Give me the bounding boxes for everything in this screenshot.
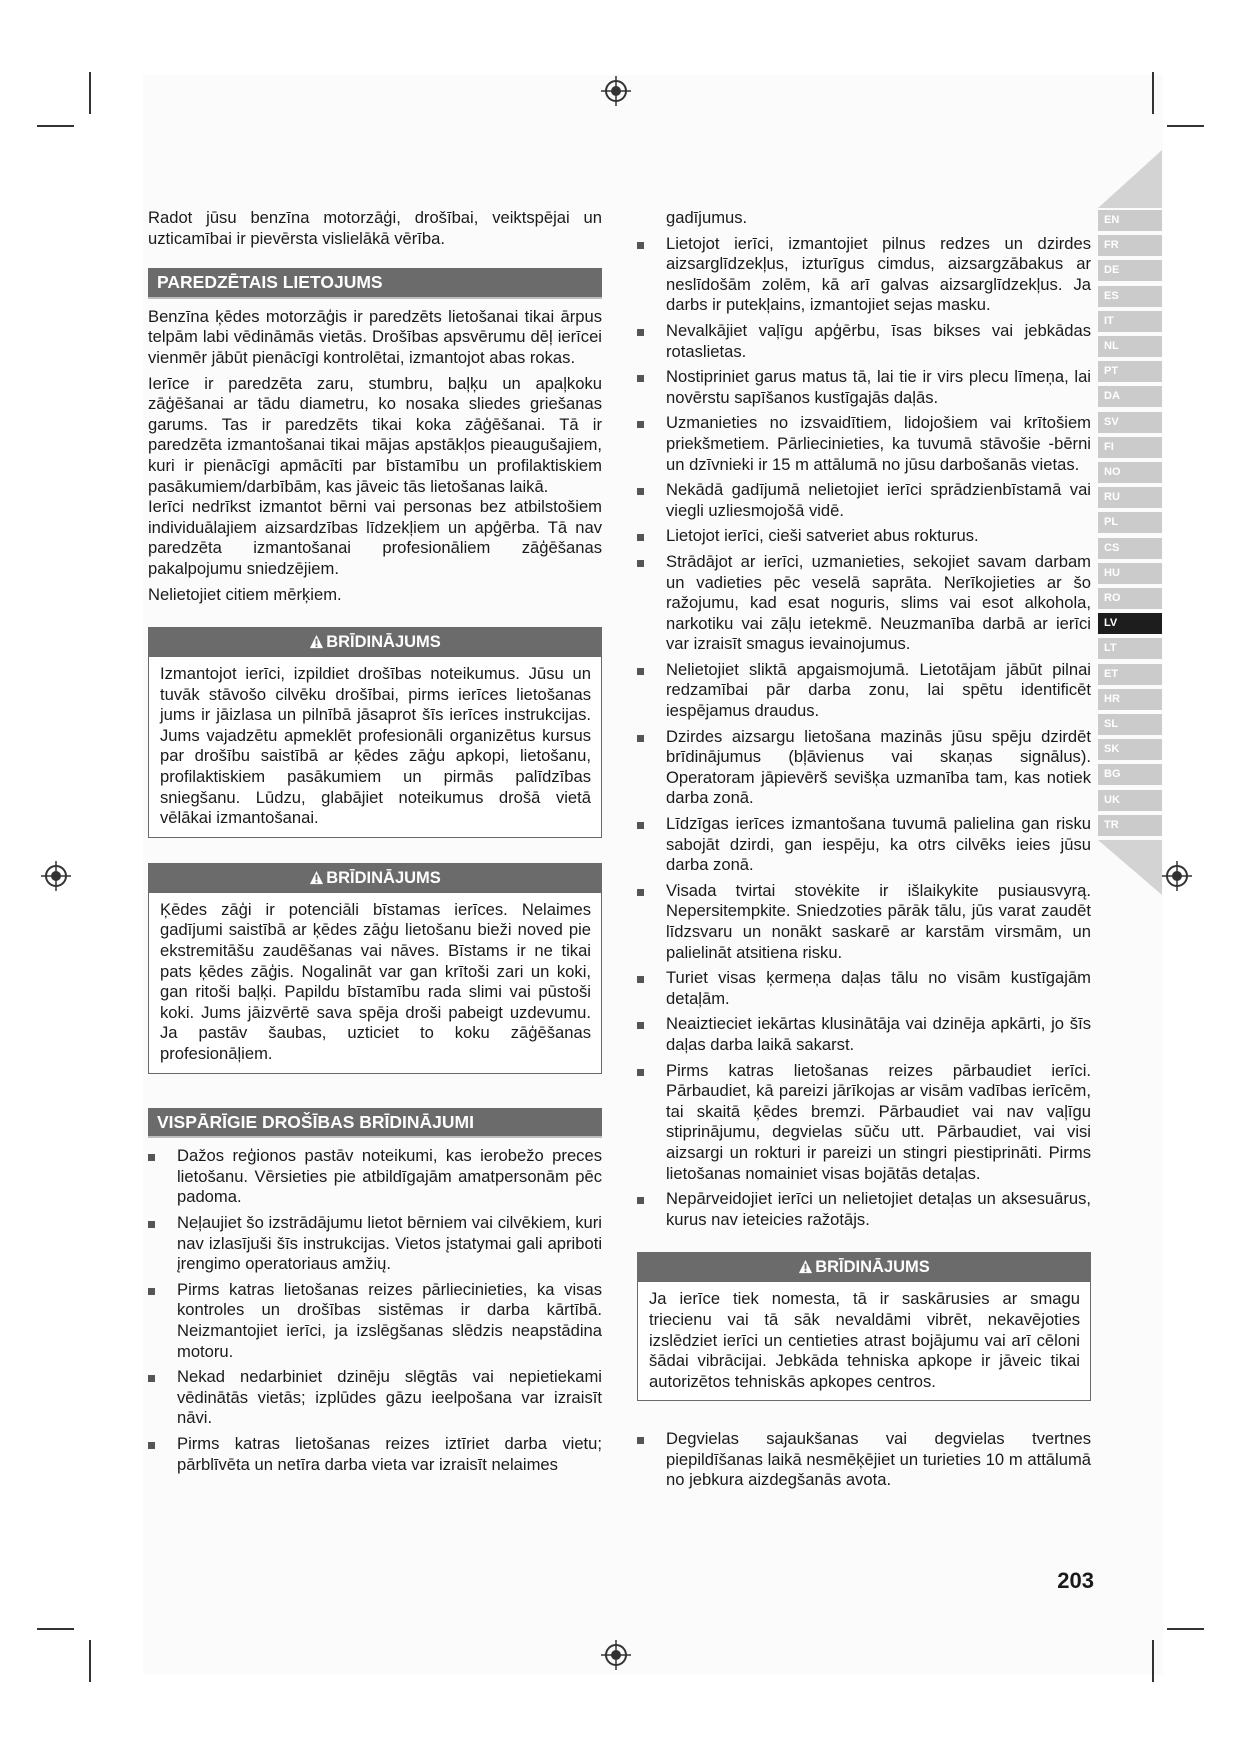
language-tab-fr[interactable]: FR	[1098, 235, 1162, 256]
crop-mark	[1152, 1640, 1154, 1682]
warning-title	[638, 1253, 1090, 1282]
crop-mark	[37, 1628, 74, 1630]
warning-text: Izmantojot ierīci, izpildiet drošības noteikumus. Jūsu un tuvāk stāvošo cilvēku drošībai, pirms ierīces lietošanas jums ir jāizlasa un pilnībā jāsaprot šīs ierīces instrukcijas. Jums vajadzētu apmeklēt profesionāli organizētus kursus par drošību saistībā ar ķēdes zāģu apkopi, lietošanu, profilaktiskiem pasākumiem un pirmās palīdzības sniegšanu. Lūdzu, glabājiet noteikumus drošā vietā vēlākai izmantošanai.	[160, 664, 591, 828]
crop-mark	[89, 1640, 91, 1682]
warning-icon	[798, 1259, 813, 1274]
registration-mark-icon	[41, 861, 71, 891]
language-tab-pt[interactable]: PT	[1098, 361, 1162, 382]
language-tab-it[interactable]: IT	[1098, 311, 1162, 332]
language-tab-et[interactable]: ET	[1098, 664, 1162, 685]
list-item: Dažos reģionos pastāv noteikumi, kas ierobežo preces lietošanu. Vērsieties pie atbildīgajām amatpersonām pēc padoma.	[148, 1146, 602, 1208]
warning-box	[148, 863, 602, 1074]
language-tab-sk[interactable]: SK	[1098, 739, 1162, 760]
language-tab-es[interactable]: ES	[1098, 286, 1162, 307]
intended-use-heading: PAREDZĒTAIS LIETOJUMS	[148, 268, 602, 299]
language-tab-hr[interactable]: HR	[1098, 689, 1162, 710]
language-tab-hu[interactable]: HU	[1098, 563, 1162, 584]
language-tabs	[1098, 210, 1162, 840]
list-item: Lietojot ierīci, cieši satveriet abus rokturus.	[637, 526, 1091, 547]
intended-use-paragraph: Benzīna ķēdes motorzāģis ir paredzēts lietošanai tikai ārpus telpām labi vēdināmās vietās. Drošības apsvērumu dēļ ierīcei vienmēr jābūt pienācīgi kontrolētai, izmantojot abas rokas.	[148, 306, 602, 367]
list-item: Nepārveidojiet ierīci un nelietojiet detaļas un aksesuārus, kurus nav ieteicies ražotājs.	[637, 1189, 1091, 1230]
language-tab-uk[interactable]: UK	[1098, 790, 1162, 811]
language-tab-en[interactable]: EN	[1098, 210, 1162, 231]
list-item: Pirms katras lietošanas reizes pārliecinieties, ka visas kontroles un drošības sistēmas ir darba kārtībā. Neizmantojiet ierīci, ja izslēgšanas slēdzis neapstādina motoru.	[148, 1280, 602, 1362]
list-item: Lietojot ierīci, izmantojiet pilnus redzes un dzirdes aizsarglīdzekļus, izturīgus cimdus, aizsargzābakus ar neslīdošām zolēm, kā arī galvas aizsarglīdzekļus. Ja darbs ir putekļains, izmantojiet sejas masku.	[637, 234, 1091, 316]
list-item: Pirms katras lietošanas reizes pārbaudiet ierīci. Pārbaudiet, kā pareizi jārīkojas ar visām vadības ierīcēm, tai skaitā ķēdes bremzi. Pārbaudiet vai nav vaļīgu stiprinājumu, degvielas sūču utt. Pārbaudiet, vai visi aizsargi un rokturi ir pareizi un stingri piestiprināti. Pirms lietošanas nomainiet visas bojātās detaļas.	[637, 1061, 1091, 1185]
intro-paragraph: Radot jūsu benzīna motorzāģi, drošībai, veiktspējai un uzticamībai ir pievērsta vislielākā vērība.	[148, 208, 602, 248]
crop-mark	[1152, 72, 1154, 114]
warning-box	[637, 1252, 1091, 1401]
warning-title-text: BRĪDINĀJUMS	[326, 868, 441, 887]
warning-text: Ķēdes zāģi ir potenciāli bīstamas ierīces. Nelaimes gadījumi saistībā ar ķēdes zāģu lietošanu bieži noved pie ekstremitāšu zaudēšanas vai nāves. Bīstams ir ne tikai pats ķēdes zāģis. Nogalināt var gan krītoši zari un koki, gan ritoši baļķi. Papildu bīstamību rada slimi vai pūstoši koki. Jums jāizvērtē sava spēja droši pabeigt uzdevumu. Ja pastāv šaubas, uzticiet to koku zāģēšanas profesionāļiem.	[160, 899, 591, 1063]
list-item: Nevalkājiet vaļīgu apģērbu, īsas bikses vai jebkādas rotaslietas.	[637, 321, 1091, 362]
fuel-safety-list	[637, 1429, 1091, 1491]
list-item: Neļaujiet šo izstrādājumu lietot bērniem vai cilvēkiem, kuri nav izlasījuši šīs instrukcijas. Vietos įstatymai gali apriboti įrengimo operatoriaus amžių.	[148, 1213, 602, 1275]
general-safety-heading: VISPĀRĪGIE DROŠĪBAS BRĪDINĀJUMI	[148, 1108, 602, 1139]
language-tab-lt[interactable]: LT	[1098, 638, 1162, 659]
language-tab-ru[interactable]: RU	[1098, 487, 1162, 508]
warning-box	[148, 627, 602, 838]
intended-use-paragraph: Ierīci nedrīkst izmantot bērni vai personas bez atbilstošiem individuālajiem aizsardzības līdzekļiem un apģērba. Tā nav paredzēta izmantošanai profesionāliem zāģēšanas pakalpojumu sniedzējiem.	[148, 497, 602, 578]
language-tab-ro[interactable]: RO	[1098, 588, 1162, 609]
general-safety-list	[148, 1146, 602, 1475]
registration-mark-icon	[601, 1640, 631, 1670]
warning-icon	[309, 634, 324, 649]
left-column	[148, 208, 602, 1480]
language-tab-tr[interactable]: TR	[1098, 815, 1162, 836]
list-item: Visada tvirtai stovėkite ir išlaikykite pusiausvyrą. Nepersitempkite. Sniedzoties pārāk tālu, jūs varat zaudēt līdzsvaru un nonākt saskarē ar karstām virsmām, un palielināt atsitiena risku.	[637, 881, 1091, 963]
language-tab-de[interactable]: DE	[1098, 260, 1162, 281]
list-item: Nekādā gadījumā nelietojiet ierīci sprādzienbīstamā vai viegli uzliesmojošā vidē.	[637, 480, 1091, 521]
warning-title-text: BRĪDINĀJUMS	[815, 1258, 930, 1277]
list-item: Līdzīgas ierīces izmantošana tuvumā palielina gan risku sabojāt dzirdi, gan iespēju, ka otrs cilvēks ieies jūsu darba zonā.	[637, 814, 1091, 876]
continuation-text: gadījumus.	[666, 208, 748, 227]
page-number: 203	[1057, 1568, 1094, 1593]
crop-mark	[1167, 125, 1204, 127]
language-tab-nl[interactable]: NL	[1098, 336, 1162, 357]
warning-icon	[309, 870, 324, 885]
right-column	[637, 208, 1091, 1496]
intended-use-paragraph: Ierīce ir paredzēta zaru, stumbru, baļķu un apaļkoku zāģēšanai ar tādu diametru, ko nosaka sliedes griešanas garums. Tas ir paredzēts tikai koka zāģēšanai. Tā ir paredzēta izmantošanai tikai mājas apstākļos pieaugušajiem, kuri ir pienācīgi apmācīti par bīstamību un profilaktiskiem pasākumiem/darbībām, kas jāveic tās lietošanas laikā.	[148, 373, 602, 496]
crop-mark	[1167, 1628, 1204, 1630]
warning-title	[149, 864, 601, 893]
list-item: Pirms katras lietošanas reizes iztīriet darba vietu; pārblīvēta un netīra darba vieta var izraisīt nelaimes	[148, 1434, 602, 1475]
warning-title	[149, 628, 601, 657]
list-item: Nekad nedarbiniet dzinēju slēgtās vai nepietiekami vēdinātās vietās; izplūdes gāzu ieelpošana var izraisīt nāvi.	[148, 1367, 602, 1429]
language-tab-bg[interactable]: BG	[1098, 764, 1162, 785]
language-tab-pl[interactable]: PL	[1098, 512, 1162, 533]
language-tab-lv[interactable]: LV	[1098, 613, 1162, 634]
list-item: Degvielas sajaukšanas vai degvielas tvertnes piepildīšanas laikā nesmēķējiet un turieties 10 m attālumā no jebkura aizdegšanās avota.	[637, 1429, 1091, 1491]
crop-mark	[89, 72, 91, 114]
list-item: Nelietojiet sliktā apgaismojumā. Lietotājam jābūt pilnai redzamībai pār darba zonu, lai spētu identificēt iespējamus draudus.	[637, 660, 1091, 722]
list-item: Dzirdes aizsargu lietošana mazinās jūsu spēju dzirdēt brīdinājumus (bļāvienus vai skaņas signālus). Operatoram jāpievērš sevišķa uzmanība tam, kas notiek darba zonā.	[637, 727, 1091, 809]
list-item: Uzmanieties no izsvaidītiem, lidojošiem vai krītošiem priekšmetiem. Pārliecinieties, ka tuvumā stāvošie -bērni un dzīvnieki ir 15 m attālumā no jūsu darbošanās vietas.	[637, 413, 1091, 475]
registration-mark-icon	[1162, 861, 1192, 891]
list-item: Nostipriniet garus matus tā, lai tie ir virs plecu līmeņa, lai novērstu sapīšanos kustīgajās daļās.	[637, 367, 1091, 408]
language-tab-cs[interactable]: CS	[1098, 538, 1162, 559]
language-tab-sl[interactable]: SL	[1098, 714, 1162, 735]
language-tab-sv[interactable]: SV	[1098, 412, 1162, 433]
language-tab-da[interactable]: DA	[1098, 386, 1162, 407]
list-item: Strādājot ar ierīci, uzmanieties, sekojiet savam darbam un vadieties pēc veselā saprāta. Nerīkojieties ar šo ražojumu, kad esat noguris, slims vai esot alkohola, narkotiku vai zāļu ietekmē. Neuzmanība darbā ar ierīci var izraisīt smagus ievainojumus.	[637, 552, 1091, 655]
language-tab-fi[interactable]: FI	[1098, 437, 1162, 458]
safety-list-continued	[637, 234, 1091, 1231]
warning-title-text: BRĪDINĀJUMS	[326, 633, 441, 652]
list-item: Turiet visas ķermeņa daļas tālu no visām kustīgajām detaļām.	[637, 968, 1091, 1009]
intended-use-paragraph: Nelietojiet citiem mērķiem.	[148, 584, 342, 604]
crop-mark	[37, 125, 74, 127]
language-tab-no[interactable]: NO	[1098, 462, 1162, 483]
registration-mark-icon	[601, 76, 631, 106]
warning-text: Ja ierīce tiek nomesta, tā ir saskārusies ar smagu triecienu vai tā sāk nevaldāmi vibrēt, nekavējoties izslēdziet ierīci un centieties atrast bojājumu vai arī cēloni šādai vibrācijai. Jebkāda tehniska apkope ir jāveic tikai autorizētos tehniskās apkopes centros.	[649, 1289, 1080, 1391]
list-item: Neaiztieciet iekārtas klusinātāja vai dzinēja apkārti, jo šīs daļas darba laikā sakarst.	[637, 1014, 1091, 1055]
